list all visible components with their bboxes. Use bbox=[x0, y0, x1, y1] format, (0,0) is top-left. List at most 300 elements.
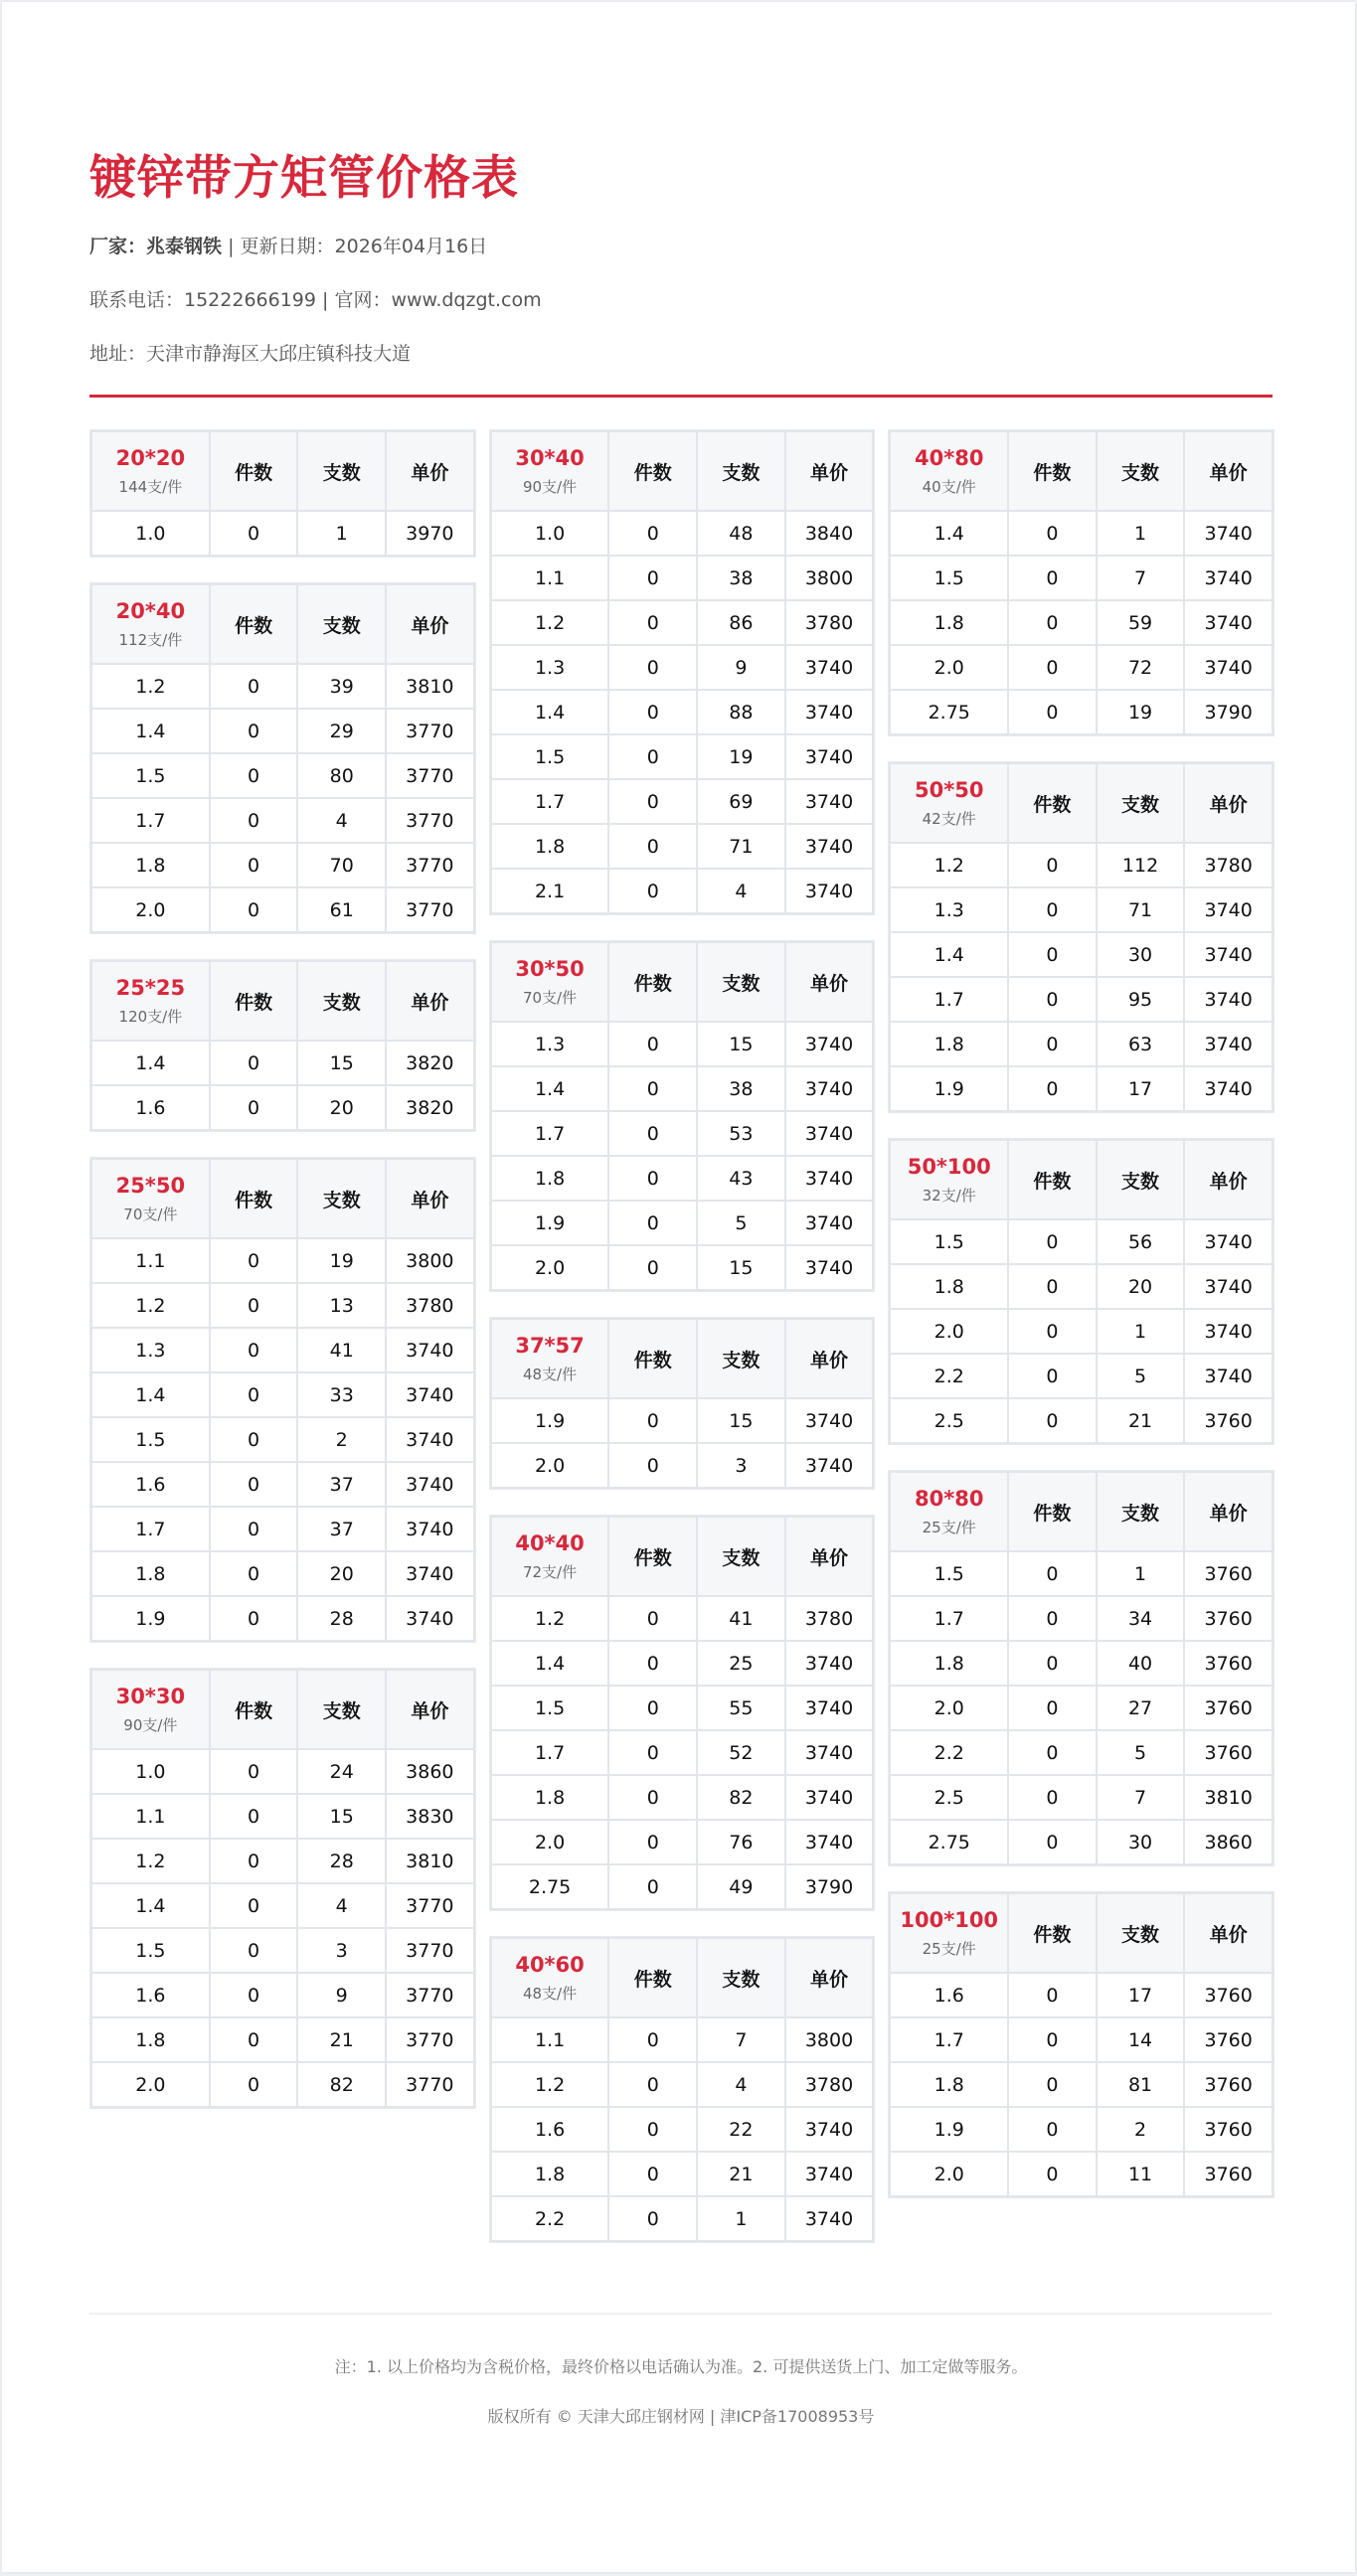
pieces-cell: 0 bbox=[211, 1329, 297, 1371]
pieces-cell: 0 bbox=[1009, 1552, 1096, 1595]
table-row bbox=[92, 1329, 473, 1371]
thickness-cell: 1.9 bbox=[92, 1597, 209, 1640]
thickness-cell: 1.0 bbox=[92, 512, 209, 555]
update-date: | 更新日期：2026年04月16日 bbox=[222, 236, 488, 258]
pieces-cell: 0 bbox=[1009, 691, 1096, 733]
table-row bbox=[891, 1731, 1272, 1774]
price-cell: 3770 bbox=[387, 1884, 473, 1927]
table-row bbox=[92, 1463, 473, 1506]
count-cell: 88 bbox=[698, 691, 784, 733]
pieces-cell: 0 bbox=[1009, 601, 1096, 644]
table-row bbox=[492, 2108, 873, 2151]
price-cell: 3760 bbox=[1185, 2063, 1272, 2106]
count-cell: 15 bbox=[298, 1042, 385, 1084]
pieces-cell: 0 bbox=[211, 888, 297, 931]
price-cell: 3770 bbox=[387, 888, 473, 931]
table-row bbox=[92, 1884, 473, 1927]
manufacturer-name: 兆泰钢铁 bbox=[146, 236, 223, 258]
table-row bbox=[92, 512, 473, 555]
pieces-cell: 0 bbox=[609, 1067, 696, 1110]
table-row bbox=[492, 735, 873, 778]
price-table bbox=[888, 429, 1274, 736]
price-cell: 3760 bbox=[1185, 1974, 1272, 2016]
spec-pack-count: 90支/件 bbox=[123, 1715, 178, 1734]
thickness-cell: 2.0 bbox=[891, 646, 1007, 689]
count-cell: 80 bbox=[298, 754, 385, 797]
pieces-cell: 0 bbox=[211, 1284, 297, 1327]
pieces-cell: 0 bbox=[1009, 1776, 1096, 1819]
column-header-price: 单价 bbox=[387, 1671, 473, 1748]
pieces-cell: 0 bbox=[211, 1929, 297, 1972]
price-tables-grid bbox=[89, 429, 1274, 2243]
thickness-cell: 1.8 bbox=[92, 2018, 209, 2061]
price-cell: 3740 bbox=[786, 1399, 873, 1442]
price-cell: 3790 bbox=[786, 1865, 873, 1908]
thickness-cell: 1.5 bbox=[92, 1418, 209, 1461]
table-row bbox=[92, 1418, 473, 1461]
price-cell: 3740 bbox=[786, 1112, 873, 1155]
pieces-cell: 0 bbox=[211, 1840, 297, 1882]
pieces-cell: 0 bbox=[609, 1776, 696, 1819]
table-row bbox=[492, 870, 873, 912]
count-cell: 19 bbox=[298, 1239, 385, 1282]
count-cell: 20 bbox=[298, 1552, 385, 1595]
thickness-cell: 1.5 bbox=[92, 1929, 209, 1972]
price-cell: 3740 bbox=[786, 1731, 873, 1774]
thickness-cell: 2.2 bbox=[891, 1355, 1007, 1397]
thickness-cell: 1.7 bbox=[492, 780, 608, 823]
table-row bbox=[492, 1112, 873, 1155]
pieces-cell: 0 bbox=[609, 691, 696, 733]
table-header-row bbox=[492, 943, 873, 1021]
pieces-cell: 0 bbox=[609, 2153, 696, 2195]
pieces-cell: 0 bbox=[1009, 512, 1096, 555]
table-row bbox=[492, 2197, 873, 2240]
pieces-cell: 0 bbox=[1009, 2063, 1096, 2106]
thickness-cell: 1.1 bbox=[492, 2018, 608, 2061]
column-header-price: 单价 bbox=[1185, 1473, 1272, 1550]
thickness-cell: 1.1 bbox=[92, 1795, 209, 1838]
column-header-count: 支数 bbox=[1098, 432, 1184, 510]
pieces-cell: 0 bbox=[211, 665, 297, 708]
price-table bbox=[489, 1317, 876, 1490]
thickness-cell: 1.9 bbox=[492, 1399, 608, 1442]
address-line: 地址：天津市静海区大邱庄镇科技大道 bbox=[89, 342, 412, 365]
table-header-row bbox=[92, 585, 473, 663]
price-sheet-page bbox=[2, 2, 1355, 2572]
pieces-cell: 0 bbox=[1009, 1974, 1096, 2016]
table-row bbox=[891, 1687, 1272, 1729]
pieces-cell: 0 bbox=[1009, 888, 1096, 931]
count-cell: 15 bbox=[698, 1246, 784, 1289]
table-row bbox=[492, 1023, 873, 1065]
table-row bbox=[891, 933, 1272, 976]
thickness-cell: 1.4 bbox=[492, 1067, 608, 1110]
pieces-cell: 0 bbox=[1009, 2108, 1096, 2151]
table-header-row bbox=[92, 1671, 473, 1748]
count-cell: 9 bbox=[298, 1974, 385, 2016]
price-cell: 3740 bbox=[1185, 1310, 1272, 1353]
pieces-cell: 0 bbox=[609, 870, 696, 912]
count-cell: 5 bbox=[1098, 1355, 1184, 1397]
table-row bbox=[492, 691, 873, 733]
table-row bbox=[92, 2063, 473, 2106]
pieces-cell: 0 bbox=[1009, 2018, 1096, 2061]
pieces-cell: 0 bbox=[211, 1463, 297, 1506]
table-row bbox=[92, 1795, 473, 1838]
manufacturer-line bbox=[89, 235, 1268, 259]
table-row bbox=[891, 1265, 1272, 1308]
spec-pack-count: 48支/件 bbox=[522, 1365, 578, 1383]
pieces-cell: 0 bbox=[609, 1821, 696, 1863]
column-header-price: 单价 bbox=[1185, 1894, 1272, 1972]
spec-header-cell bbox=[492, 432, 608, 510]
price-cell: 3760 bbox=[1185, 1642, 1272, 1685]
price-cell: 3740 bbox=[786, 2108, 873, 2151]
table-row bbox=[891, 512, 1272, 555]
thickness-cell: 1.6 bbox=[92, 1463, 209, 1506]
column-header-price: 单价 bbox=[387, 1160, 473, 1237]
count-cell: 29 bbox=[298, 710, 385, 752]
price-cell: 3740 bbox=[1185, 933, 1272, 976]
thickness-cell: 1.4 bbox=[891, 512, 1007, 555]
table-row bbox=[92, 1552, 473, 1595]
thickness-cell: 2.1 bbox=[492, 870, 608, 912]
thickness-cell: 1.8 bbox=[891, 1023, 1007, 1065]
pieces-cell: 0 bbox=[211, 512, 297, 555]
count-cell: 21 bbox=[298, 2018, 385, 2061]
price-cell: 3810 bbox=[1185, 1776, 1272, 1819]
thickness-cell: 1.1 bbox=[492, 557, 608, 599]
thickness-cell: 1.8 bbox=[891, 601, 1007, 644]
price-cell: 3740 bbox=[1185, 1023, 1272, 1065]
column-header-count: 支数 bbox=[1098, 1141, 1184, 1218]
count-cell: 40 bbox=[1098, 1642, 1184, 1685]
thickness-cell: 1.0 bbox=[492, 512, 608, 555]
table-header-row bbox=[92, 432, 473, 510]
column-header-count: 支数 bbox=[298, 1160, 385, 1237]
thickness-cell: 1.5 bbox=[891, 1220, 1007, 1263]
table-row bbox=[92, 1929, 473, 1972]
count-cell: 30 bbox=[1098, 1821, 1184, 1863]
column-header-pieces: 件数 bbox=[1009, 432, 1096, 510]
footer-note: 注：1. 以上价格均为含税价格，最终价格以电话确认为准。2. 可提供送货上门、加工定做等服务。 bbox=[334, 2357, 1028, 2377]
pieces-cell: 0 bbox=[609, 1202, 696, 1244]
table-column bbox=[888, 429, 1274, 2243]
column-header-pieces: 件数 bbox=[1009, 764, 1096, 842]
pieces-cell: 0 bbox=[211, 799, 297, 842]
price-cell: 3760 bbox=[1185, 1687, 1272, 1729]
count-cell: 112 bbox=[1098, 844, 1184, 886]
table-row bbox=[492, 1821, 873, 1863]
pieces-cell: 0 bbox=[211, 754, 297, 797]
table-row bbox=[92, 710, 473, 752]
table-row bbox=[891, 2063, 1272, 2106]
table-row bbox=[92, 1042, 473, 1084]
count-cell: 71 bbox=[698, 825, 784, 868]
spec-size: 50*50 bbox=[915, 778, 984, 803]
table-row bbox=[92, 1284, 473, 1327]
pieces-cell: 0 bbox=[1009, 646, 1096, 689]
table-row bbox=[492, 1399, 873, 1442]
pieces-cell: 0 bbox=[211, 1795, 297, 1838]
spec-size: 40*80 bbox=[915, 446, 984, 471]
thickness-cell: 1.2 bbox=[92, 665, 209, 708]
price-cell: 3770 bbox=[387, 1929, 473, 1972]
thickness-cell: 1.4 bbox=[492, 691, 608, 733]
manufacturer-label: 厂家： bbox=[89, 236, 147, 258]
pieces-cell: 0 bbox=[609, 1731, 696, 1774]
spec-size: 80*80 bbox=[915, 1487, 984, 1512]
pieces-cell: 0 bbox=[211, 2063, 297, 2106]
price-cell: 3770 bbox=[387, 710, 473, 752]
thickness-cell: 1.8 bbox=[492, 1157, 608, 1200]
thickness-cell: 1.4 bbox=[92, 1042, 209, 1084]
thickness-cell: 1.3 bbox=[492, 646, 608, 689]
table-row bbox=[92, 665, 473, 708]
table-row bbox=[891, 1552, 1272, 1595]
price-cell: 3740 bbox=[786, 780, 873, 823]
table-row bbox=[92, 844, 473, 886]
thickness-cell: 1.0 bbox=[92, 1750, 209, 1793]
price-cell: 3770 bbox=[387, 2063, 473, 2106]
thickness-cell: 2.75 bbox=[891, 691, 1007, 733]
table-row bbox=[891, 1974, 1272, 2016]
pieces-cell: 0 bbox=[1009, 1067, 1096, 1110]
price-table bbox=[888, 1891, 1274, 2198]
price-cell: 3860 bbox=[1185, 1821, 1272, 1863]
spec-pack-count: 90支/件 bbox=[522, 477, 578, 496]
price-cell: 3740 bbox=[1185, 888, 1272, 931]
thickness-cell: 1.2 bbox=[492, 1597, 608, 1640]
price-cell: 3760 bbox=[1185, 2153, 1272, 2195]
pieces-cell: 0 bbox=[1009, 1355, 1096, 1397]
column-header-pieces: 件数 bbox=[609, 1320, 696, 1397]
count-cell: 86 bbox=[698, 601, 784, 644]
count-cell: 15 bbox=[298, 1795, 385, 1838]
thickness-cell: 2.75 bbox=[891, 1821, 1007, 1863]
thickness-cell: 1.4 bbox=[92, 1884, 209, 1927]
spec-size: 30*40 bbox=[515, 446, 585, 471]
count-cell: 41 bbox=[698, 1597, 784, 1640]
table-row bbox=[492, 1642, 873, 1685]
pieces-cell: 0 bbox=[211, 844, 297, 886]
count-cell: 3 bbox=[298, 1929, 385, 1972]
thickness-cell: 1.7 bbox=[92, 1508, 209, 1550]
column-header-price: 单价 bbox=[786, 1518, 873, 1595]
price-cell: 3770 bbox=[387, 799, 473, 842]
count-cell: 37 bbox=[298, 1508, 385, 1550]
thickness-cell: 1.4 bbox=[92, 710, 209, 752]
pieces-cell: 0 bbox=[609, 1444, 696, 1487]
count-cell: 70 bbox=[298, 844, 385, 886]
count-cell: 82 bbox=[298, 2063, 385, 2106]
spec-header-cell bbox=[92, 432, 209, 510]
thickness-cell: 1.9 bbox=[891, 1067, 1007, 1110]
spec-pack-count: 25支/件 bbox=[922, 1939, 976, 1958]
spec-pack-count: 40支/件 bbox=[922, 477, 976, 496]
price-cell: 3970 bbox=[387, 512, 473, 555]
price-cell: 3820 bbox=[387, 1086, 473, 1129]
pieces-cell: 0 bbox=[1009, 1023, 1096, 1065]
price-cell: 3760 bbox=[1185, 1731, 1272, 1774]
table-header-row bbox=[891, 1894, 1272, 1972]
thickness-cell: 1.2 bbox=[92, 1284, 209, 1327]
thickness-cell: 1.3 bbox=[891, 888, 1007, 931]
thickness-cell: 1.2 bbox=[891, 844, 1007, 886]
price-cell: 3780 bbox=[786, 2063, 873, 2106]
column-header-count: 支数 bbox=[698, 1320, 784, 1397]
table-row bbox=[492, 1865, 873, 1908]
count-cell: 52 bbox=[698, 1731, 784, 1774]
thickness-cell: 1.4 bbox=[492, 1642, 608, 1685]
price-cell: 3740 bbox=[786, 1687, 873, 1729]
table-row bbox=[891, 1310, 1272, 1353]
pieces-cell: 0 bbox=[1009, 844, 1096, 886]
thickness-cell: 1.7 bbox=[492, 1112, 608, 1155]
pieces-cell: 0 bbox=[1009, 1821, 1096, 1863]
price-cell: 3740 bbox=[786, 825, 873, 868]
spec-pack-count: 25支/件 bbox=[922, 1518, 976, 1536]
count-cell: 28 bbox=[298, 1597, 385, 1640]
table-header-row bbox=[492, 1320, 873, 1397]
pieces-cell: 0 bbox=[211, 1750, 297, 1793]
count-cell: 43 bbox=[698, 1157, 784, 1200]
column-header-count: 支数 bbox=[698, 1939, 784, 2016]
pieces-cell: 0 bbox=[211, 1884, 297, 1927]
spec-header-cell bbox=[92, 1671, 209, 1748]
thickness-cell: 2.0 bbox=[92, 888, 209, 931]
pieces-cell: 0 bbox=[609, 1157, 696, 1200]
count-cell: 25 bbox=[698, 1642, 784, 1685]
price-cell: 3740 bbox=[387, 1463, 473, 1506]
thickness-cell: 2.2 bbox=[492, 2197, 608, 2240]
thickness-cell: 2.0 bbox=[891, 1310, 1007, 1353]
thickness-cell: 1.7 bbox=[92, 799, 209, 842]
spec-size: 25*50 bbox=[115, 1174, 186, 1199]
thickness-cell: 1.3 bbox=[92, 1329, 209, 1371]
table-row bbox=[492, 512, 873, 555]
table-row bbox=[891, 1220, 1272, 1263]
table-header-row bbox=[891, 764, 1272, 842]
thickness-cell: 1.2 bbox=[492, 2063, 608, 2106]
count-cell: 7 bbox=[1098, 1776, 1184, 1819]
thickness-cell: 2.0 bbox=[891, 1687, 1007, 1729]
spec-header-cell bbox=[492, 1518, 608, 1595]
count-cell: 3 bbox=[698, 1444, 784, 1487]
count-cell: 61 bbox=[298, 888, 385, 931]
table-row bbox=[492, 646, 873, 689]
count-cell: 82 bbox=[698, 1776, 784, 1819]
footer bbox=[89, 2315, 1272, 2427]
footer-copyright: 版权所有 © 天津大邱庄钢材网 | 津ICP备17008953号 bbox=[487, 2407, 875, 2427]
count-cell: 17 bbox=[1098, 1974, 1184, 2016]
table-row bbox=[492, 2063, 873, 2106]
table-row bbox=[891, 557, 1272, 599]
count-cell: 27 bbox=[1098, 1687, 1184, 1729]
table-header-row bbox=[492, 1939, 873, 2016]
thickness-cell: 1.8 bbox=[92, 844, 209, 886]
table-row bbox=[891, 1776, 1272, 1819]
thickness-cell: 2.0 bbox=[492, 1821, 608, 1863]
price-cell: 3780 bbox=[786, 1597, 873, 1640]
thickness-cell: 1.2 bbox=[492, 601, 608, 644]
count-cell: 56 bbox=[1098, 1220, 1184, 1263]
pieces-cell: 0 bbox=[609, 1865, 696, 1908]
spec-header-cell bbox=[492, 1939, 608, 2016]
price-cell: 3770 bbox=[387, 2018, 473, 2061]
pieces-cell: 0 bbox=[609, 512, 696, 555]
price-cell: 3780 bbox=[387, 1284, 473, 1327]
price-cell: 3740 bbox=[786, 2153, 873, 2195]
table-row bbox=[492, 1157, 873, 1200]
thickness-cell: 1.5 bbox=[891, 557, 1007, 599]
price-cell: 3740 bbox=[786, 1642, 873, 1685]
thickness-cell: 2.0 bbox=[891, 2153, 1007, 2195]
count-cell: 15 bbox=[698, 1399, 784, 1442]
price-cell: 3760 bbox=[1185, 2018, 1272, 2061]
count-cell: 39 bbox=[298, 665, 385, 708]
column-header-count: 支数 bbox=[1098, 1894, 1184, 1972]
pieces-cell: 0 bbox=[211, 1508, 297, 1550]
price-table bbox=[89, 1157, 476, 1643]
table-row bbox=[492, 1444, 873, 1487]
count-cell: 21 bbox=[698, 2153, 784, 2195]
thickness-cell: 1.8 bbox=[492, 825, 608, 868]
spec-pack-count: 48支/件 bbox=[522, 1984, 578, 2003]
count-cell: 28 bbox=[298, 1840, 385, 1882]
page-title: 镀锌带方矩管价格表 bbox=[89, 151, 519, 206]
column-header-pieces: 件数 bbox=[609, 432, 696, 510]
column-header-count: 支数 bbox=[1098, 1473, 1184, 1550]
table-row bbox=[492, 1731, 873, 1774]
price-cell: 3740 bbox=[786, 870, 873, 912]
pieces-cell: 0 bbox=[609, 825, 696, 868]
pieces-cell: 0 bbox=[609, 2063, 696, 2106]
thickness-cell: 2.2 bbox=[891, 1731, 1007, 1774]
table-row bbox=[92, 1840, 473, 1882]
price-cell: 3810 bbox=[387, 1840, 473, 1882]
price-cell: 3740 bbox=[1185, 512, 1272, 555]
count-cell: 33 bbox=[298, 1373, 385, 1416]
pieces-cell: 0 bbox=[1009, 1265, 1096, 1308]
price-cell: 3760 bbox=[1185, 2108, 1272, 2151]
count-cell: 19 bbox=[698, 735, 784, 778]
count-cell: 20 bbox=[1098, 1265, 1184, 1308]
count-cell: 63 bbox=[1098, 1023, 1184, 1065]
table-row bbox=[891, 2108, 1272, 2151]
pieces-cell: 0 bbox=[609, 2108, 696, 2151]
table-row bbox=[492, 557, 873, 599]
column-header-pieces: 件数 bbox=[609, 1939, 696, 2016]
price-cell: 3810 bbox=[387, 665, 473, 708]
table-header-row bbox=[891, 1141, 1272, 1218]
pieces-cell: 0 bbox=[609, 1399, 696, 1442]
pieces-cell: 0 bbox=[211, 1552, 297, 1595]
table-row bbox=[92, 1974, 473, 2016]
pieces-cell: 0 bbox=[609, 1023, 696, 1065]
spec-header-cell bbox=[891, 764, 1007, 842]
spec-pack-count: 32支/件 bbox=[922, 1186, 976, 1205]
price-cell: 3740 bbox=[786, 1157, 873, 1200]
count-cell: 81 bbox=[1098, 2063, 1184, 2106]
spec-pack-count: 120支/件 bbox=[118, 1007, 183, 1026]
pieces-cell: 0 bbox=[609, 1642, 696, 1685]
count-cell: 5 bbox=[698, 1202, 784, 1244]
table-row bbox=[492, 1246, 873, 1289]
table-row bbox=[891, 1597, 1272, 1640]
column-header-price: 单价 bbox=[1185, 1141, 1272, 1218]
